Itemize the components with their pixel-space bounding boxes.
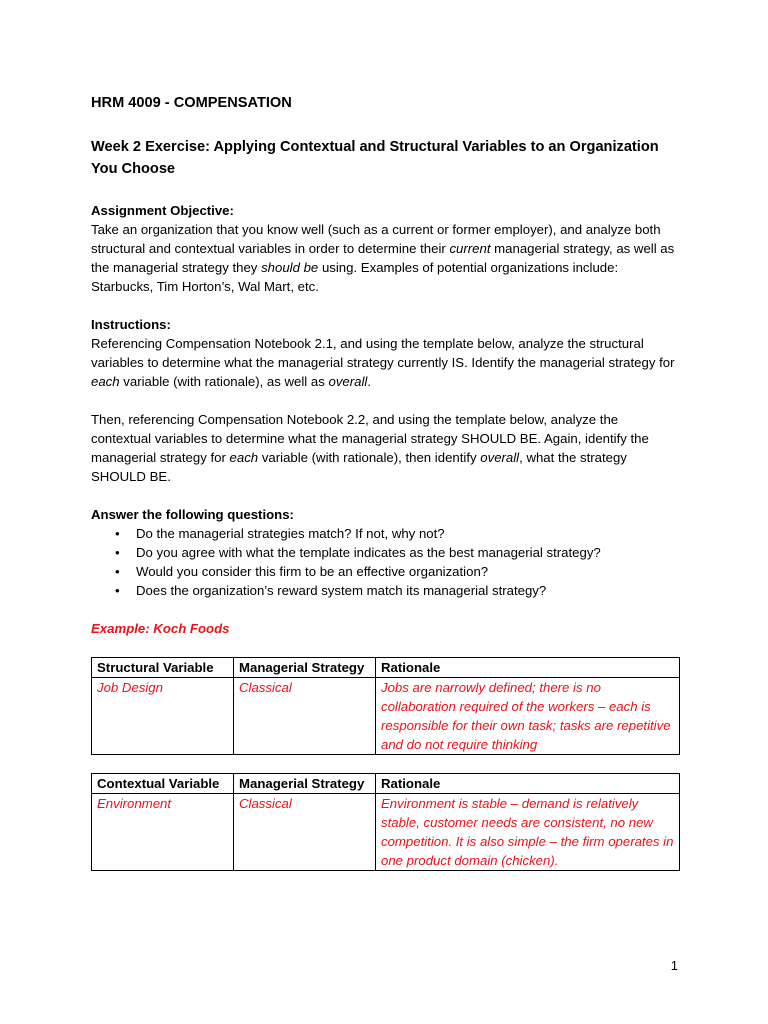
objective-section: [91, 201, 681, 296]
header-structural-variable: Structural Variable: [92, 658, 234, 678]
instructions-section: [91, 315, 681, 391]
question-item: • Do the managerial strategies match? If not, why not?: [115, 526, 445, 541]
example-label: Example: Koch Foods: [91, 621, 230, 636]
cell-variable: Job Design: [92, 678, 234, 755]
cell-strategy: Classical: [234, 794, 376, 871]
table-header-row: [92, 774, 680, 794]
question-item: • Would you consider this firm to be an effective organization?: [115, 564, 489, 579]
header-managerial-strategy: Managerial Strategy: [234, 774, 376, 794]
table-row: [92, 678, 680, 755]
instructions-label: Instructions:: [91, 317, 171, 332]
questions-section: [91, 505, 681, 600]
objective-label: Assignment Objective:: [91, 203, 234, 218]
cell-rationale: Jobs are narrowly defined; there is no collaboration required of the workers – each is responsible for their own task; tasks are repetitive and do not require thinking: [376, 678, 680, 755]
cell-strategy: Classical: [234, 678, 376, 755]
cell-variable: Environment: [92, 794, 234, 871]
instructions-paragraph-2-block: [91, 410, 681, 486]
header-rationale: Rationale: [376, 774, 680, 794]
contextual-variable-table: [91, 773, 680, 871]
page-number: 1: [670, 958, 678, 973]
question-item: • Do you agree with what the template indicates as the best managerial strategy?: [115, 545, 601, 560]
structural-variable-table: [91, 657, 680, 755]
table-row: [92, 794, 680, 871]
document-page: [91, 93, 681, 889]
header-contextual-variable: Contextual Variable: [92, 774, 234, 794]
header-managerial-strategy: Managerial Strategy: [234, 658, 376, 678]
bullet-icon: •: [115, 583, 120, 598]
cell-rationale: Environment is stable – demand is relatively stable, customer needs are consistent, no new competition. It is also simple – the firm operates in one product domain (chicken).: [376, 794, 680, 871]
instructions-paragraph-1: Referencing Compensation Notebook 2.1, and using the template below, analyze the structural variables to determine what the managerial strategy currently IS. Identify the managerial strategy for each variable (with rationale), as well as overall.: [91, 336, 675, 389]
header-rationale: Rationale: [376, 658, 680, 678]
exercise-title: Week 2 Exercise: Applying Contextual and Structural Variables to an Organization You Choose: [91, 139, 659, 177]
questions-list: [91, 524, 681, 600]
objective-text: Take an organization that you know well (such as a current or former employer), and analyze both structural and contextual variables in order to determine their current managerial strategy, as well as the managerial strategy they should be using. Examples of potential organizations include: Starbucks, Tim Horton’s, Wal Mart, etc.: [91, 222, 675, 294]
course-title: HRM 4009 - COMPENSATION: [91, 95, 292, 111]
question-item: • Does the organization’s reward system match its managerial strategy?: [115, 583, 547, 598]
bullet-icon: •: [115, 545, 120, 560]
bullet-icon: •: [115, 526, 120, 541]
questions-label: Answer the following questions:: [91, 507, 294, 522]
instructions-paragraph-2: Then, referencing Compensation Notebook 2.2, and using the template below, analyze the contextual variables to determine what the managerial strategy SHOULD BE. Again, identify the managerial strategy for each variable (with rationale), then identify overall, what the strategy SHOULD BE.: [91, 412, 649, 484]
bullet-icon: •: [115, 564, 120, 579]
table-header-row: [92, 658, 680, 678]
